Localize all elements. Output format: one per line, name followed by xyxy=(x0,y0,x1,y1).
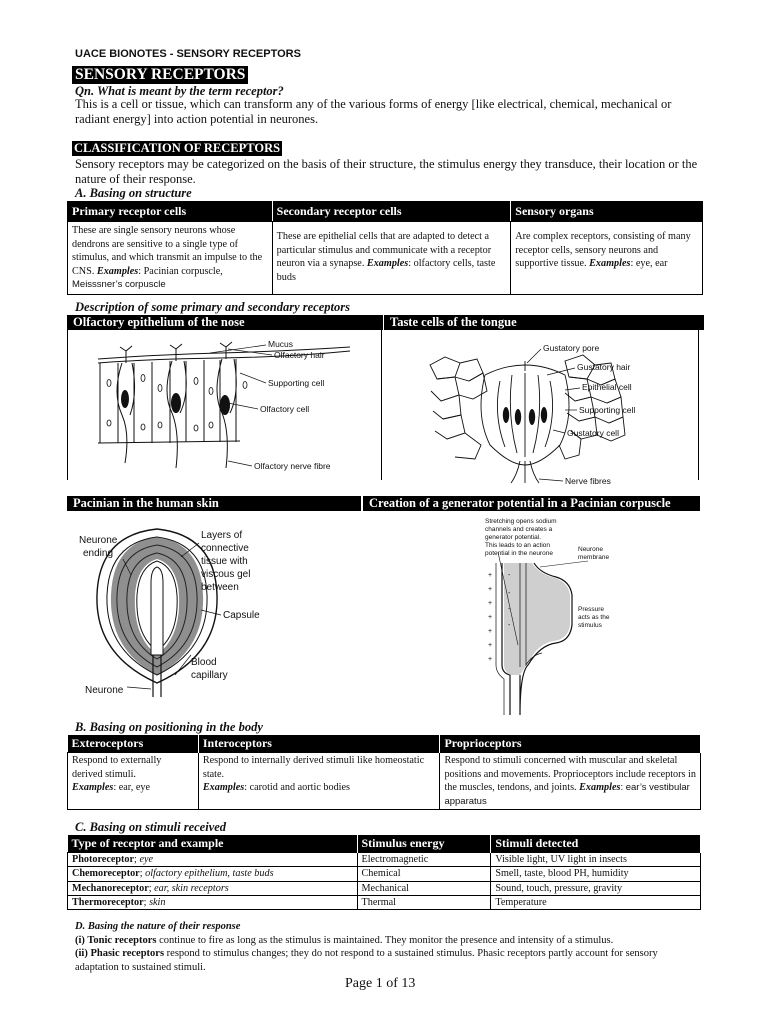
section-a-heading: A. Basing on structure xyxy=(75,186,192,200)
fig-frame-mid xyxy=(381,315,382,480)
svg-text:+: + xyxy=(488,614,493,621)
table-row: Thermoreceptor; skin Thermal Temperature xyxy=(68,895,701,909)
fig-heading-olfactory: Olfactory epithelium of the nose xyxy=(67,315,383,330)
stimuli-header-type: Type of receptor and example xyxy=(68,835,358,853)
svg-text:-: - xyxy=(508,572,511,579)
pacinian-label-layers-4: viscous gel xyxy=(201,569,251,580)
structure-table xyxy=(67,201,703,295)
taste-label-pore: Gustatory pore xyxy=(543,343,600,353)
phasic-paragraph: (ii) Phasic receptors respond to stimulus changes; they do not respond to a sustained stimulus. Phasic receptors partly account for sensory adaptation to sustained stimuli. xyxy=(75,948,658,973)
olfactory-label-cell: Olfactory cell xyxy=(260,404,310,414)
olfactory-epithelium-diagram xyxy=(90,333,370,478)
generator-potential-diagram xyxy=(480,515,630,715)
svg-text:+: + xyxy=(488,656,493,663)
generator-label-4: This leads to an action xyxy=(485,542,551,549)
pacinian-label-layers-3: tissue with xyxy=(201,556,248,567)
fig-heading-generator: Creation of a generator potential in a Pacinian corpuscle xyxy=(363,496,700,511)
svg-text:+: + xyxy=(488,572,493,579)
structure-cell-secondary: These are epithelial cells that are adapted to detect a particular stimulus and communicate with a receptor neuron via a synapse. Examples: olfactory cells, taste buds xyxy=(272,222,511,295)
svg-text:-: - xyxy=(508,622,511,629)
structure-cell-organs: Are complex receptors, consisting of many receptor cells, sensory neurons and supportive tissue. Examples: eye, ear xyxy=(511,222,703,295)
svg-text:+: + xyxy=(488,600,493,607)
pacinian-diagram xyxy=(75,515,285,700)
svg-text:-: - xyxy=(508,606,511,613)
pacinian-label-neurone-ending-2: ending xyxy=(83,548,114,559)
fig-heading-taste: Taste cells of the tongue xyxy=(384,315,704,330)
question: Qn. What is meant by the term receptor? xyxy=(75,84,284,98)
doc-header: UACE BIONOTES - SENSORY RECEPTORS xyxy=(75,48,301,60)
position-header-extero: Exteroceptors xyxy=(68,735,199,753)
position-cell-intero: Respond to internally derived stimuli like homeostatic state. Examples: carotid and aortic bodies xyxy=(198,753,440,810)
classification-heading: CLASSIFICATION OF RECEPTORS xyxy=(74,141,281,155)
fig-heading-pacinian: Pacinian in the human skin xyxy=(67,496,361,511)
fig-frame-right xyxy=(698,330,699,480)
table-row: Mechanoreceptor; ear, skin receptors Mechanical Sound, touch, pressure, gravity xyxy=(68,881,701,895)
position-header-proprio: Proprioceptors xyxy=(440,735,701,753)
structure-cell-primary: These are single sensory neurons whose dendrons are sensitive to a single type of stimulus, and which transmit an impulse to the CNS. Examples: Pacinian corpuscle, Meisssner’s corpuscle xyxy=(68,222,273,295)
svg-text:+: + xyxy=(488,642,493,649)
stimuli-header-energy: Stimulus energy xyxy=(357,835,491,853)
generator-label-5: potential in the neurone xyxy=(485,550,553,557)
taste-cells-diagram xyxy=(425,335,675,485)
structure-header-organs: Sensory organs xyxy=(511,202,703,222)
position-table xyxy=(67,735,701,810)
table-row: Chemoreceptor; olfactory epithelium, taste buds Chemical Smell, taste, blood PH, humidity xyxy=(68,867,701,881)
pacinian-label-capsule: Capsule xyxy=(223,610,260,621)
fig-frame-mid-2 xyxy=(360,496,361,511)
generator-label-1: Stretching opens sodium xyxy=(485,518,557,525)
answer: This is a cell or tissue, which can transform any of the various forms of energy [like electrical, chemical, mechanical or radiant energy] into action potential in neurones. xyxy=(75,97,672,126)
tonic-paragraph: (i) Tonic receptors continue to fire as long as the stimulus is maintained. They monitor the presence and intensity of a stimulus. xyxy=(75,935,614,946)
fig-frame-left xyxy=(67,330,68,480)
pacinian-label-layers-5: between xyxy=(201,582,239,593)
olfactory-label-nerve: Olfactory nerve fibre xyxy=(254,461,331,471)
olfactory-label-hair: Olfactory hair xyxy=(274,350,325,360)
section-c-heading: C. Basing on stimuli received xyxy=(75,820,227,834)
structure-header-primary: Primary receptor cells xyxy=(68,202,273,222)
generator-label-membrane-2: membrane xyxy=(578,554,610,561)
page-title: SENSORY RECEPTORS xyxy=(72,66,248,84)
olfactory-label-supporting: Supporting cell xyxy=(268,378,325,388)
classification-intro: Sensory receptors may be categorized on the basis of their structure, the stimulus energy they transduce, their location or the nature of their response. xyxy=(75,157,698,186)
section-b-heading: B. Basing on positioning in the body xyxy=(75,720,263,734)
pacinian-label-layers-1: Layers of xyxy=(201,530,243,541)
taste-label-nerve: Nerve fibres xyxy=(565,476,611,485)
svg-text:-: - xyxy=(508,590,511,597)
pacinian-label-neurone: Neurone xyxy=(85,685,124,696)
section-d-heading: D. Basing the nature of their response xyxy=(75,921,241,932)
olfactory-label-mucus: Mucus xyxy=(268,339,294,349)
pacinian-label-layers-2: connective xyxy=(201,543,249,554)
svg-text:+: + xyxy=(488,628,493,635)
generator-label-membrane-1: Neurone xyxy=(578,546,603,553)
pacinian-label-blood-2: capillary xyxy=(191,670,228,681)
generator-label-pressure-3: stimulus xyxy=(578,622,602,629)
taste-label-supporting: Supporting cell xyxy=(579,405,636,415)
page-number: Page 1 of 13 xyxy=(345,976,416,991)
position-header-intero: Interoceptors xyxy=(198,735,440,753)
taste-label-gustatory: Gustatory cell xyxy=(567,428,619,438)
generator-label-pressure-2: acts as the xyxy=(578,614,610,621)
pacinian-label-blood-1: Blood xyxy=(191,657,217,668)
pacinian-label-neurone-ending-1: Neurone xyxy=(79,535,118,546)
generator-label-pressure-1: Pressure xyxy=(578,606,605,613)
position-cell-extero: Respond to externally derived stimuli. Examples: ear, eye xyxy=(68,753,199,810)
stimuli-header-detected: Stimuli detected xyxy=(491,835,701,853)
stimuli-table xyxy=(67,835,701,910)
generator-label-3: generator potential. xyxy=(485,534,542,541)
svg-text:+: + xyxy=(488,586,493,593)
position-cell-proprio: Respond to stimuli concerned with muscular and skeletal positions and movements. Proprioceptors include receptors in the muscles, tendons, and joints. Examples: ear’s vestibular apparatus xyxy=(440,753,701,810)
structure-header-secondary: Secondary receptor cells xyxy=(272,202,511,222)
description-heading: Description of some primary and secondary receptors xyxy=(75,300,350,314)
taste-label-hair: Gustatory hair xyxy=(577,362,631,372)
taste-label-epithelial: Epithelial cell xyxy=(582,382,632,392)
generator-label-2: channels and creates a xyxy=(485,526,553,533)
table-row: Photoreceptor; eye Electromagnetic Visible light, UV light in insects xyxy=(68,853,701,867)
